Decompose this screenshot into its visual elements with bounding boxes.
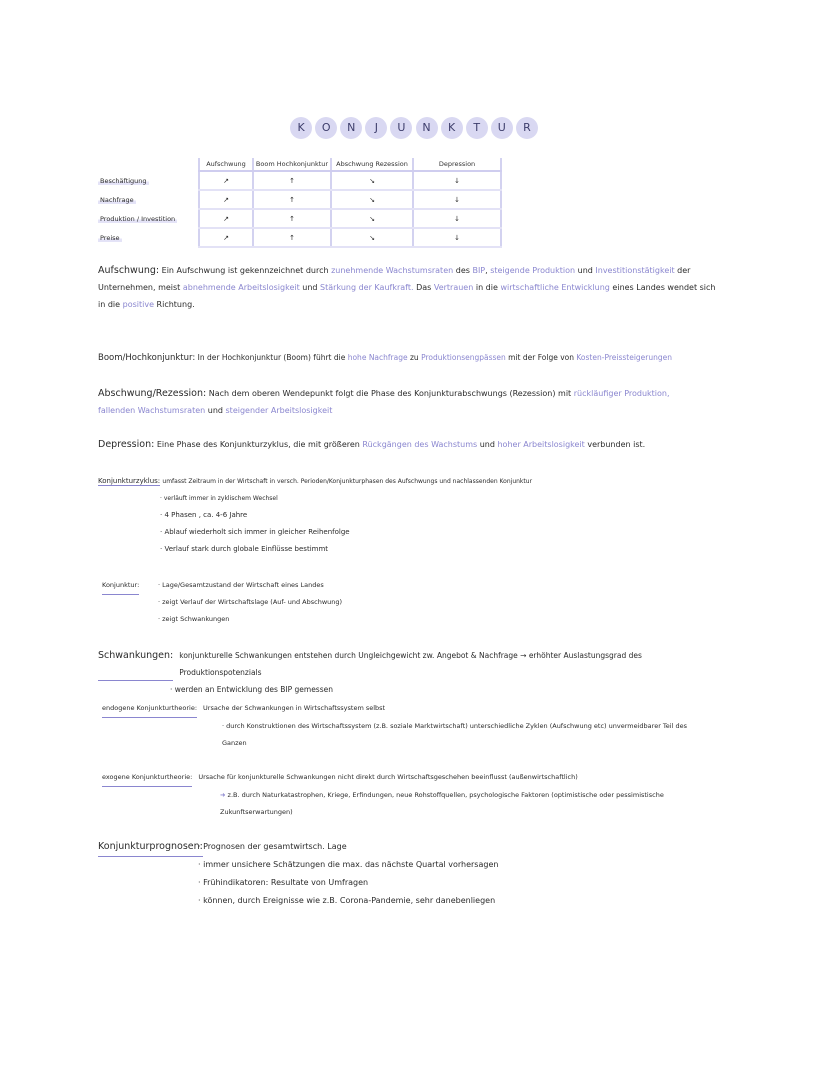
table-header: Depression <box>413 158 501 171</box>
depression-definition: Depression: Eine Phase des Konjunkturzyklus, die mit größeren Rückgängen des Wachstums und hoher Arbeitslosigkeit verbunden ist. <box>98 439 646 450</box>
table-cell: ↓ <box>413 171 501 190</box>
term-label: Konjunkturprognosen: <box>98 838 203 857</box>
boom-definition: Boom/Hochkonjunktur: In der Hochkonjunktur (Boom) führt die hohe Nachfrage zu Produktionsengpässen mit der Folge von Kosten-Preissteigerungen <box>98 353 673 363</box>
list-item: · Lage/Gesamtzustand der Wirtschaft eines Landes <box>158 577 602 594</box>
table-cell: ↓ <box>413 209 501 228</box>
konjunktur-list <box>158 577 602 628</box>
table-cell: ↗ <box>199 228 253 247</box>
table-header: Aufschwung <box>199 158 253 171</box>
table-header: Boom Hochkonjunktur <box>253 158 331 171</box>
konjunktur-section <box>102 577 602 628</box>
title-letter: R <box>516 117 538 139</box>
term-label: Konjunkturzyklus: <box>98 477 161 485</box>
prognosen-section <box>98 838 698 910</box>
title-letter: U <box>491 117 513 139</box>
exogene-section: exogene Konjunkturtheorie: Ursache für konjunkturelle Schwankungen nicht direkt durch Wirtschaftsgeschehen beeinflusst (außenwirtschaftlich) ➜ z.B. durch Naturkatastrophen, Kriege, Erfindungen, neue Rohstoffquellen, psychologische Faktoren (optimistische oder pessimistische Zukunftserwartungen) <box>102 769 712 821</box>
table-header: Abschwung Rezession <box>331 158 413 171</box>
list-item: ➜ z.B. durch Naturkatastrophen, Kriege, Erfindungen, neue Rohstoffquellen, psychologische Faktoren (optimistische oder pessimistische Zukunftserwartungen) <box>220 791 664 816</box>
list-item: · 4 Phasen , ca. 4-6 Jahre <box>160 507 738 524</box>
term-label: exogene Konjunkturtheorie: <box>102 769 192 787</box>
table-cell: ↓ <box>413 190 501 209</box>
table-cell: ↓ <box>413 228 501 247</box>
table-cell: ↑ <box>253 171 331 190</box>
title-letter: N <box>340 117 362 139</box>
abschwung-definition: Abschwung/Rezession: Nach dem oberen Wendepunkt folgt die Phase des Konjunkturabschwungs (Rezession) mit rückläufiger Produktion, fallenden Wachstumsraten und steigender Arbeitslosigkeit <box>98 388 670 415</box>
konjunkturzyklus-section: Konjunkturzyklus: umfasst Zeitraum in der Wirtschaft in versch. Perioden/Konjunkturphasen des Aufschwungs und nachlassenden Konjunktur · verläuft immer in zyklischem Wechsel · 4 Phasen , ca. 4-6 Jahre · Ablauf wiederholt sich immer in gleicher Reihenfolge · Verlauf stark durch globale Einflüsse bestimmt <box>98 473 738 558</box>
table-cell: ↘ <box>331 190 413 209</box>
table-cell: ↗ <box>199 190 253 209</box>
table-cell: ↑ <box>253 209 331 228</box>
zyklus-list <box>160 490 738 558</box>
table-row <box>98 228 501 247</box>
title-letter: J <box>365 117 387 139</box>
list-item: · können, durch Ereignisse wie z.B. Corona-Pandemie, sehr danebenliegen <box>198 892 698 910</box>
phase-table <box>98 158 502 248</box>
title-letter: N <box>416 117 438 139</box>
title-letter: O <box>315 117 337 139</box>
table-cell: ↘ <box>331 228 413 247</box>
term-label: Konjunktur: <box>102 577 139 595</box>
list-item: · Prognosen der gesamtwirtsch. Lage <box>198 838 698 856</box>
title-letter: K <box>290 117 312 139</box>
table-cell: ↗ <box>199 171 253 190</box>
list-item: · verläuft immer in zyklischem Wechsel <box>160 490 738 507</box>
table-row <box>98 209 501 228</box>
title-letter: U <box>390 117 412 139</box>
list-item: · Ablauf wiederholt sich immer in gleicher Reihenfolge <box>160 524 738 541</box>
list-item: · zeigt Verlauf der Wirtschaftslage (Auf- und Abschwung) <box>158 594 602 611</box>
term-label: Schwankungen: <box>98 647 173 681</box>
list-item: · werden an Entwicklung des BIP gemessen <box>170 685 333 694</box>
list-item: · zeigt Schwankungen <box>158 611 602 628</box>
arrow-icon: ➜ <box>220 791 226 799</box>
row-label: Nachfrage <box>100 195 134 204</box>
table-cell: ↑ <box>253 190 331 209</box>
table-cell: ↗ <box>199 209 253 228</box>
list-item: · Frühindikatoren: Resultate von Umfragen <box>198 874 698 892</box>
list-item: · durch Konstruktionen des Wirtschaftssystem (z.B. soziale Marktwirtschaft) unterschiedliche Zyklen (Aufschwung etc) unvermeidbarer Teil des Ganzen <box>222 722 687 747</box>
row-label: Preise <box>100 233 120 242</box>
term-label: Aufschwung: <box>98 265 160 276</box>
table-cell: ↘ <box>331 209 413 228</box>
term-label: Boom/Hochkonjunktur: <box>98 353 196 363</box>
term-label: Abschwung/Rezession: <box>98 388 207 399</box>
table-row <box>98 190 501 209</box>
page-title <box>0 116 828 139</box>
prognosen-list <box>198 838 698 910</box>
list-item: · immer unsichere Schätzungen die max. das nächste Quartal vorhersagen <box>198 856 698 874</box>
title-letter: T <box>466 117 488 139</box>
table-cell: ↘ <box>331 171 413 190</box>
schwankungen-section: Schwankungen: konjunkturelle Schwankungen entstehen durch Ungleichgewicht zw. Angebot & Nachfrage → erhöhter Auslastungsgrad des Produktionspotenzials · werden an Entwicklung des BIP gemessen <box>98 647 718 698</box>
aufschwung-definition: Aufschwung: Ein Aufschwung ist gekennzeichnet durch zunehmende Wachstumsraten des BIP, steigende Produktion und Investitionstätigkeit der Unternehmen, meist abnehmende Arbeitslosigkeit und Stärkung der Kaufkraft. Das Vertrauen in die wirtschaftliche Entwicklung eines Landes wendet sich in die positive Richtung. <box>98 265 716 309</box>
term-label: endogene Konjunkturtheorie: <box>102 700 197 718</box>
table-cell: ↑ <box>253 228 331 247</box>
table-row <box>98 171 501 190</box>
row-label: Produktion / Investition <box>100 214 176 223</box>
list-item: · Verlauf stark durch globale Einflüsse bestimmt <box>160 541 738 558</box>
title-letter: K <box>441 117 463 139</box>
row-label: Beschäftigung <box>100 176 147 185</box>
endogene-section: endogene Konjunkturtheorie: Ursache der Schwankungen in Wirtschaftssystem selbst · durch Konstruktionen des Wirtschaftssystem (z.B. soziale Marktwirtschaft) unterschiedliche Zyklen (Aufschwung etc) unvermeidbarer Teil des Ganzen <box>102 700 712 752</box>
term-label: Depression: <box>98 439 155 450</box>
